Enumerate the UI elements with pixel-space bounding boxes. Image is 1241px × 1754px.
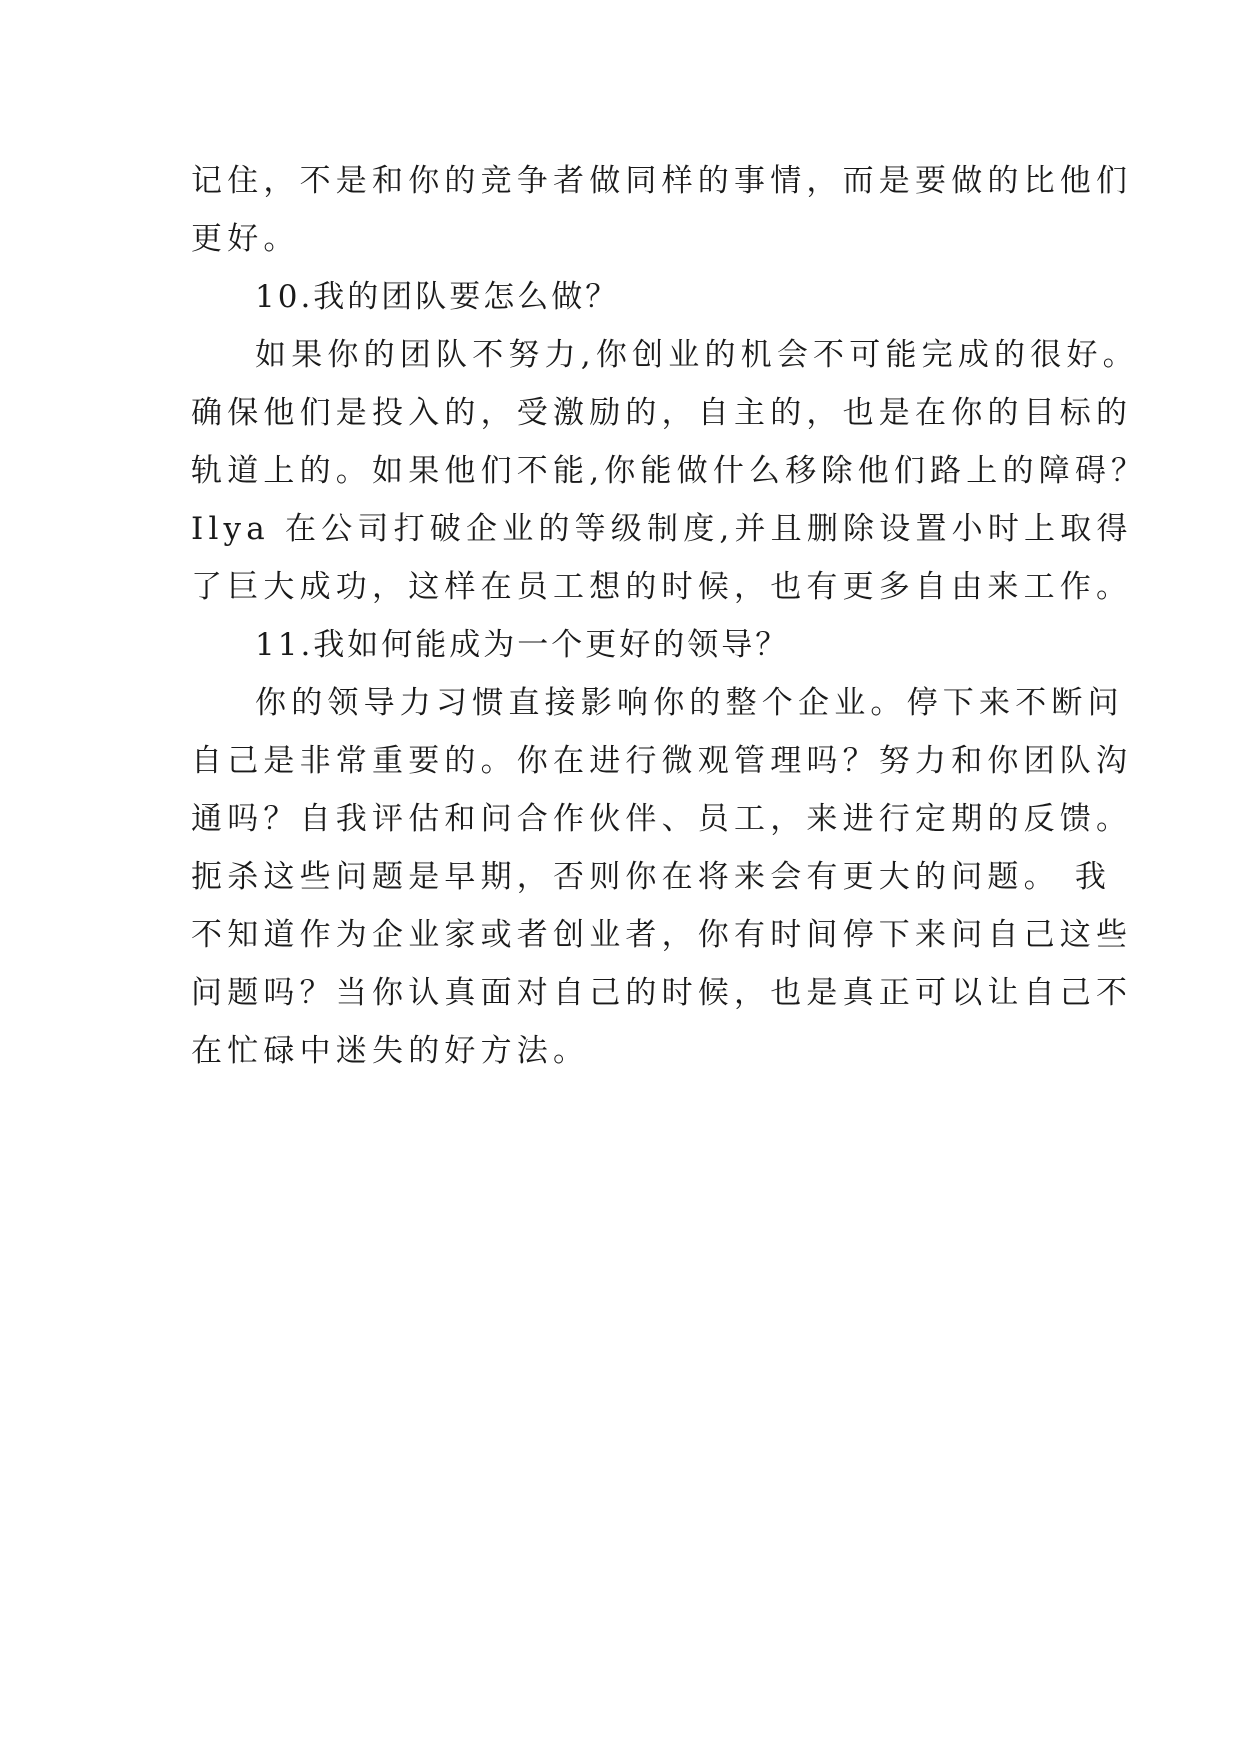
section-heading-11: 11.我如何能成为一个更好的领导？ [255,627,790,663]
paragraph-1 [191,152,1133,268]
text-line: 记住，不是和你的竞争者做同样的事情，而是要做的比他们 [191,163,1133,199]
text-line: 你的领导力习惯直接影响你的整个企业。停下来不断问 [255,685,1124,721]
text-line: 确保他们是投入的，受激励的，自主的，也是在你的目标的 [191,395,1133,431]
text-line: 不知道作为企业家或者创业者，你有时间停下来问自己这些 [191,917,1133,953]
text-line: 通吗？自我评估和问合作伙伴、员工，来进行定期的反馈。 [191,801,1133,837]
text-line: 在忙碌中迷失的好方法。 [191,1033,590,1069]
text-line: 更好。 [191,221,300,257]
text-line: 轨道上的。如果他们不能,你能做什么移除他们路上的障碍？ [191,453,1148,489]
text-line: 如果你的团队不努力,你创业的机会不可能完成的很好。 [255,337,1139,373]
paragraph-2 [191,326,1148,616]
text-line: 了巨大成功，这样在员工想的时候，也有更多自由来工作。 [191,569,1133,605]
paragraph-3 [191,674,1133,1080]
text-line: 自己是非常重要的。你在进行微观管理吗？努力和你团队沟 [191,743,1133,779]
section-heading-10: 10.我的团队要怎么做？ [255,279,620,315]
text-line: Ilya 在公司打破企业的等级制度,并且删除设置小时上取得 [191,511,1133,547]
text-line: 扼杀这些问题是早期，否则你在将来会有更大的问题。 我 [191,859,1112,895]
document-body [191,152,1148,1080]
text-line: 问题吗？当你认真面对自己的时候，也是真正可以让自己不 [191,975,1133,1011]
